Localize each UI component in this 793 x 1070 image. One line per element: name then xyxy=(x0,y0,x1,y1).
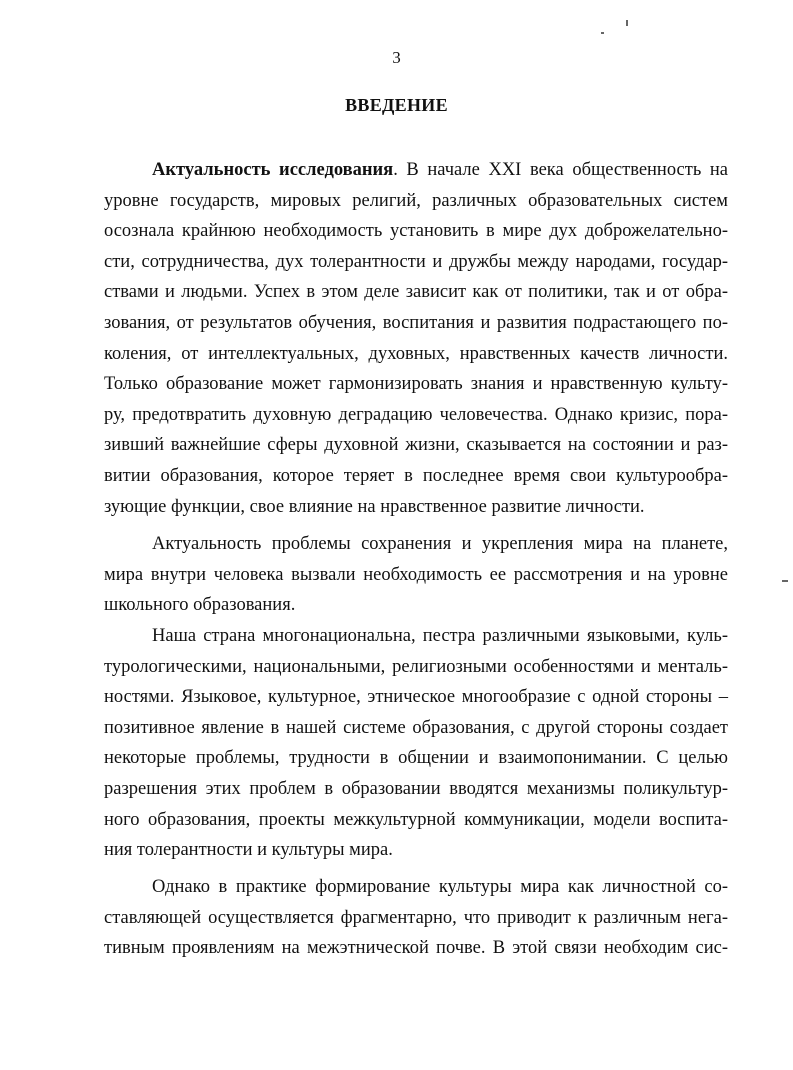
text-line: ру, предотвратить духовную деградацию человечества. Однако кризис, пора- xyxy=(104,404,728,425)
text-line: турологическими, национальными, религиозными особенностями и менталь- xyxy=(104,656,728,677)
text-line: ния толерантности и культуры мира. xyxy=(104,840,393,861)
paragraph-2 xyxy=(104,529,728,621)
text-line: сти, сотрудничества, дух толерантности и дружбы между народами, государ- xyxy=(104,251,728,272)
text-line: ствами и людьми. Успех в этом деле зависит как от политики, так и от обра- xyxy=(104,282,728,303)
page-number: 3 xyxy=(392,48,401,67)
text-line: ставляющей осуществляется фрагментарно, что приводит к различным нега- xyxy=(104,907,728,928)
scan-mark xyxy=(782,580,788,582)
text-line: некоторые проблемы, трудности в общении и взаимопонимании. С целью xyxy=(104,748,728,769)
text-line: Однако в практике формирование культуры мира как личностной со- xyxy=(152,877,728,897)
text-line: ностями. Языковое, культурное, этническое многообразие с одной стороны – xyxy=(104,687,728,708)
section-heading: ВВЕДЕНИЕ xyxy=(345,95,448,115)
paragraph-4 xyxy=(104,872,728,964)
text-line: уровне государств, мировых религий, различных образовательных систем xyxy=(104,190,728,211)
text-line: Актуальность исследования. В начале XXI века общественность на xyxy=(152,160,728,180)
text-line: ного образования, проекты межкультурной коммуникации, модели воспита- xyxy=(104,809,728,830)
text-line: зования, от результатов обучения, воспитания и развития подрастающего по- xyxy=(104,312,728,333)
text-line: Только образование может гармонизировать знания и нравственную культу- xyxy=(104,374,728,395)
text-line: Актуальность проблемы сохранения и укрепления мира на планете, xyxy=(152,534,728,554)
scan-mark xyxy=(626,20,628,26)
text-line: тивным проявлениям на межэтнической почве. В этой связи необходим сис- xyxy=(104,938,728,959)
text-line: мира внутри человека вызвали необходимость ее рассмотрения и на уровне xyxy=(104,564,728,585)
text-line: школьного образования. xyxy=(104,595,296,616)
paragraph-1 xyxy=(104,155,728,522)
text-line: коления, от интеллектуальных, духовных, нравственных качеств личности. xyxy=(104,343,728,364)
text-line: витии образования, которое теряет в последнее время свои культурообра- xyxy=(104,465,728,486)
paragraph-3 xyxy=(104,621,728,866)
bold-lead: Актуальность исследования xyxy=(152,160,394,180)
text-line: зивший важнейшие сферы духовной жизни, сказывается на состоянии и раз- xyxy=(104,435,728,456)
text-line: разрешения этих проблем в образовании вводятся механизмы поликультур- xyxy=(104,778,728,799)
text-line: осознала крайнюю необходимость установить в мире дух доброжелательно- xyxy=(104,221,728,242)
scan-mark xyxy=(601,32,604,34)
text-line: позитивное явление в нашей системе образования, с другой стороны создает xyxy=(104,717,728,738)
text-line: зующие функции, свое влияние на нравственное развитие личности. xyxy=(104,496,645,517)
text-line: Наша страна многонациональна, пестра различными языковыми, куль- xyxy=(152,626,728,646)
